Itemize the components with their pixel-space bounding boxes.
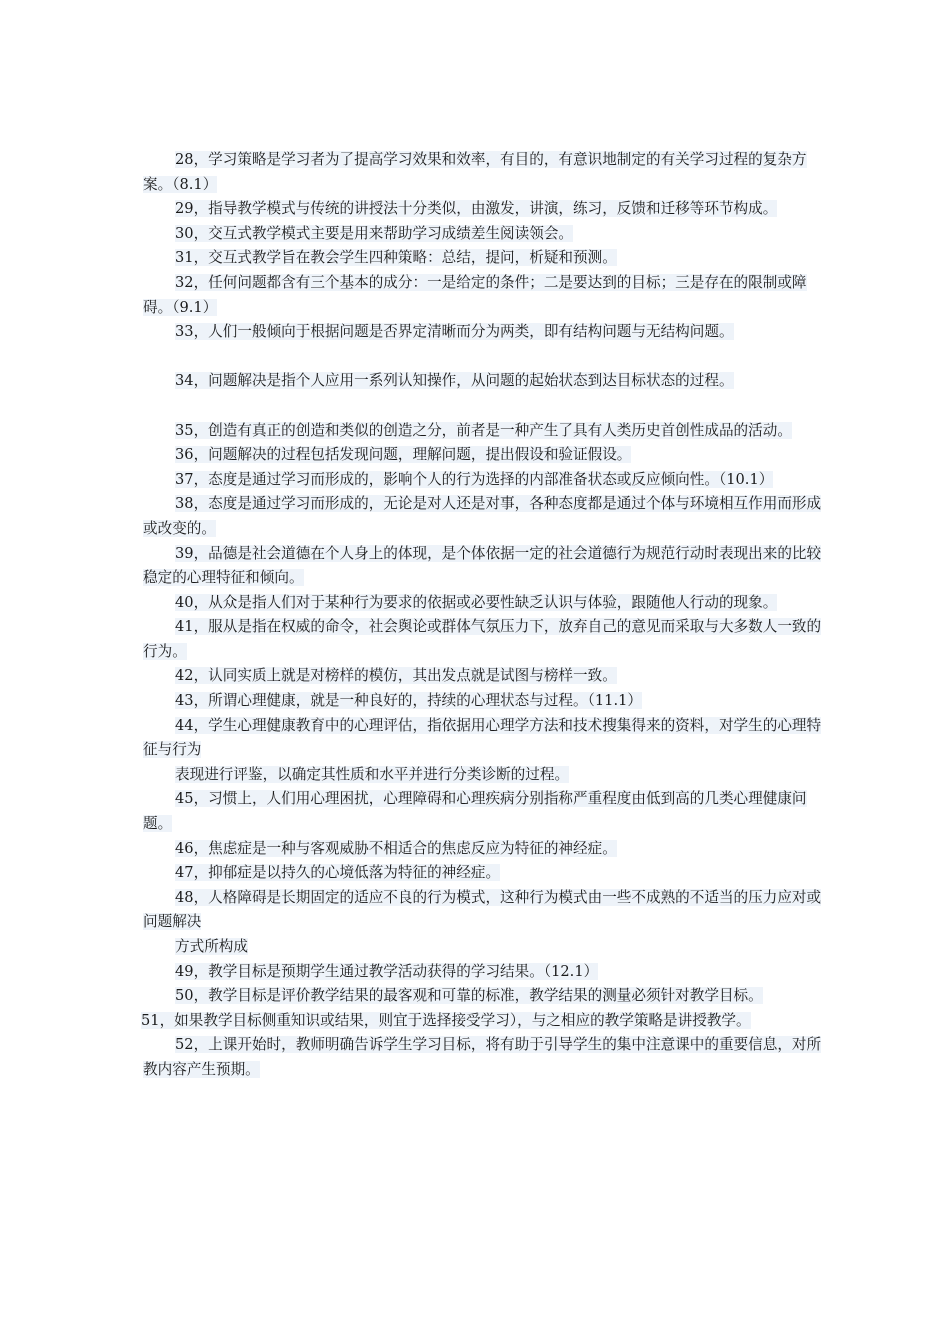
paragraph-31 — [143, 246, 823, 271]
paragraph-45 — [143, 787, 823, 836]
paragraph-text: 32，任何问题都含有三个基本的成分：一是给定的条件；二是要达到的目标；三是存在的限制或障碍。（9.1） — [143, 273, 807, 316]
paragraph-30 — [143, 222, 823, 247]
document-body — [143, 148, 823, 1083]
paragraph-49 — [143, 960, 823, 985]
paragraph-text: 34，问题解决是指个人应用一系列认知操作，从问题的起始状态到达目标状态的过程。 — [175, 372, 734, 390]
paragraph-text: 45，习惯上，人们用心理困扰，心理障碍和心理疾病分别指称严重程度由低到高的几类心理健康问题。 — [143, 790, 807, 833]
paragraph-text: 42，认同实质上就是对榜样的模仿，其出发点就是试图与榜样一致。 — [175, 667, 617, 685]
paragraph-40 — [143, 591, 823, 616]
paragraph-text: 50，教学目标是评价教学结果的最客观和可靠的标准，教学结果的测量必须针对教学目标。 — [175, 987, 763, 1005]
paragraph-36 — [143, 443, 823, 468]
paragraph-text: 51，如果教学目标侧重知识或结果，则宜于选择接受学习），与之相应的教学策略是讲授教学。 — [141, 1011, 751, 1029]
paragraph-41 — [143, 615, 823, 664]
paragraph-48-cont — [143, 935, 823, 960]
paragraph-52 — [143, 1033, 823, 1082]
paragraph-text: 43，所谓心理健康，就是一种良好的，持续的心理状态与过程。（11.1） — [175, 692, 642, 710]
paragraph-46 — [143, 837, 823, 862]
paragraph-44 — [143, 714, 823, 763]
paragraph-37 — [143, 468, 823, 493]
paragraph-28 — [143, 148, 823, 197]
paragraph-text: 31，交互式教学旨在教会学生四种策略：总结，提问，析疑和预测。 — [175, 249, 617, 267]
paragraph-35 — [143, 419, 823, 444]
paragraph-text: 33，人们一般倾向于根据问题是否界定清晰而分为两类，即有结构问题与无结构问题。 — [175, 323, 734, 341]
paragraph-39 — [143, 542, 823, 591]
paragraph-47 — [143, 861, 823, 886]
paragraph-text: 41，服从是指在权威的命令，社会舆论或群体气氛压力下，放弃自己的意见而采取与大多数人一致的行为。 — [143, 618, 822, 660]
paragraph-text: 30，交互式教学模式主要是用来帮助学习成绩差生阅读领会。 — [175, 224, 574, 242]
paragraph-text: 方式所构成 — [175, 938, 248, 955]
paragraph-42 — [143, 664, 823, 689]
paragraph-text: 52，上课开始时，教师明确告诉学生学习目标，将有助于引导学生的集中注意课中的重要信息，对所教内容产生预期。 — [143, 1036, 822, 1078]
paragraph-38 — [143, 492, 823, 541]
paragraph-32 — [143, 271, 823, 320]
paragraph-text: 表现进行评鉴，以确定其性质和水平并进行分类诊断的过程。 — [175, 765, 570, 783]
paragraph-text: 44，学生心理健康教育中的心理评估，指依据用心理学方法和技术搜集得来的资料，对学生的心理特征与行为 — [143, 716, 822, 759]
paragraph-text: 28，学习策略是学习者为了提高学习效果和效率，有目的，有意识地制定的有关学习过程的复杂方案。（8.1） — [143, 151, 807, 193]
paragraph-44-cont — [143, 763, 823, 788]
paragraph-text: 48，人格障碍是长期固定的适应不良的行为模式，这种行为模式由一些不成熟的不适当的压力应对或问题解决 — [143, 888, 822, 931]
paragraph-text: 35，创造有真正的创造和类似的创造之分，前者是一种产生了具有人类历史首创性成品的活动。 — [175, 421, 792, 439]
paragraph-text: 40，从众是指人们对于某种行为要求的依据或必要性缺乏认识与体验，跟随他人行动的现象。 — [175, 593, 778, 611]
paragraph-text: 36，问题解决的过程包括发现问题，理解问题，提出假设和验证假设。 — [175, 446, 632, 464]
paragraph-51 — [141, 1009, 823, 1034]
paragraph-text: 39，品德是社会道德在个人身上的体现，是个体依据一定的社会道德行为规范行动时表现出来的比较稳定的心理特征和倾向。 — [143, 544, 822, 587]
paragraph-text: 47，抑郁症是以持久的心境低落为特征的神经症。 — [175, 864, 501, 882]
paragraph-text: 37，态度是通过学习而形成的，影响个人的行为选择的内部准备状态或反应倾向性。（10.1） — [175, 470, 774, 488]
paragraph-33 — [143, 320, 823, 345]
paragraph-34 — [143, 369, 823, 394]
paragraph-48 — [143, 886, 823, 935]
paragraph-text: 46，焦虑症是一种与客观威胁不相适合的焦虑反应为特征的神经症。 — [175, 839, 617, 857]
paragraph-29 — [143, 197, 823, 222]
paragraph-50 — [143, 984, 823, 1009]
paragraph-text: 29，指导教学模式与传统的讲授法十分类似，由激发，讲演，练习，反馈和迁移等环节构成。 — [175, 200, 778, 218]
paragraph-43 — [143, 689, 823, 714]
paragraph-text: 49，教学目标是预期学生通过教学活动获得的学习结果。（12.1） — [175, 962, 599, 980]
paragraph-text: 38，态度是通过学习而形成的，无论是对人还是对事，各种态度都是通过个体与环境相互作用而形成或改变的。 — [143, 495, 822, 537]
